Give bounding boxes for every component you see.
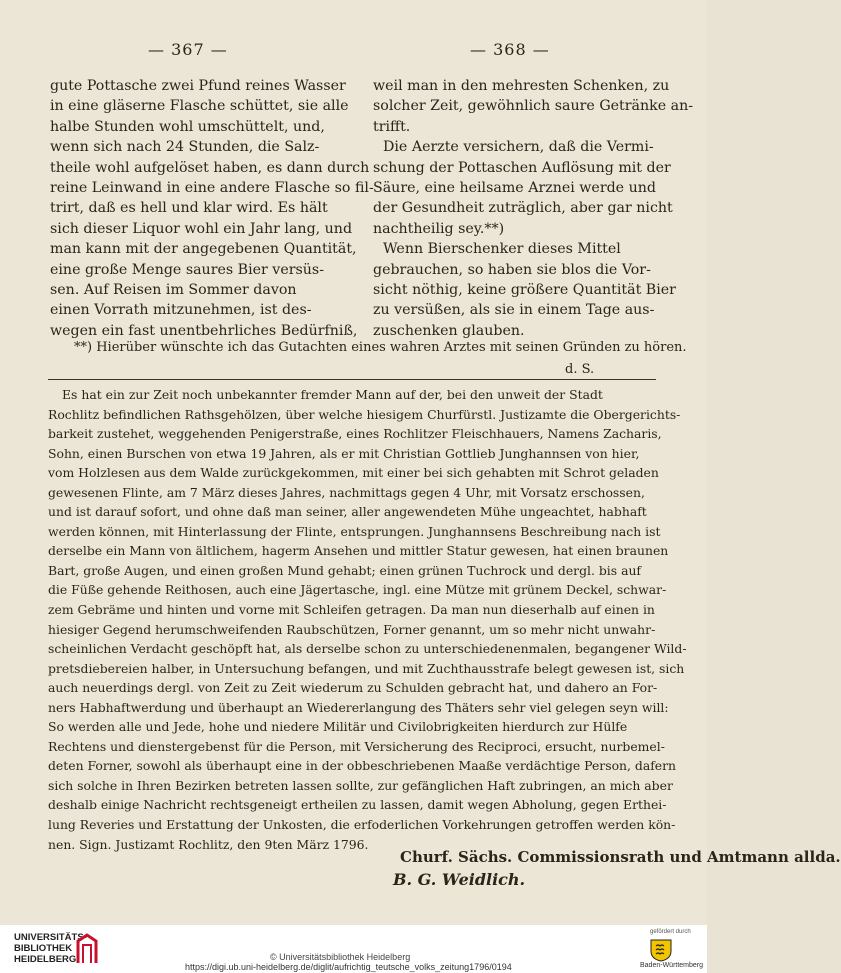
notice-line: die Füße gehende Reithosen, auch eine Jägertasche, ingl. eine Mütze mit grünem Deckel, schwar- xyxy=(48,582,667,598)
funder-name: Baden-Württemberg xyxy=(640,962,704,969)
notice-line: barkeit zustehet, weggehenden Penigerstraße, eines Rochlitzer Fleischhauers, Namens Zacharis, xyxy=(48,426,662,442)
notice-line: nen. Sign. Justizamt Rochlitz, den 9ten März 1796. xyxy=(48,836,369,852)
public-notice xyxy=(48,385,687,854)
notice-line: hiesiger Gegend herumschweifenden Raubschützen, Forner genannt, um so mehr nicht unwahr- xyxy=(48,621,656,637)
left-column xyxy=(50,76,374,341)
text-line: der Gesundheit zuträglich, aber gar nicht xyxy=(373,200,673,217)
text-line: einen Vorrath mitzunehmen, ist des- xyxy=(50,302,312,319)
text-line: in eine gläserne Flasche schüttet, sie alle xyxy=(50,98,349,115)
coat-of-arms-icon xyxy=(648,938,674,962)
notice-line: scheinlichen Verdacht geschöpft hat, als derselbe schon zu unterschiedenenmalen, begangener Wild- xyxy=(48,641,687,657)
notice-line: pretsdiebereien halber, in Untersuchung befangen, und mit Zuchthausstrafe belegt gewesen ist, sich xyxy=(48,660,685,676)
notice-line: Rechtens und dienstergebenst für die Person, mit Versicherung des Reciproci, ersucht, nurbemel- xyxy=(48,738,665,754)
text-line: eine große Menge saures Bier versüs- xyxy=(50,261,324,278)
funded-by-label: gefördert durch xyxy=(650,929,691,935)
text-line: trirt, daß es hell und klar wird. Es hält xyxy=(50,200,328,217)
right-column xyxy=(373,76,703,341)
source-url[interactable]: https://digi.ub.uni-heidelberg.de/diglit/aufrichtig_teutsche_volks_zeitung1796/0194 xyxy=(185,962,512,972)
notice-line: Bart, große Augen, und einen großen Mund gehabt; einen grünen Tuchrock und dergl. bis auf xyxy=(48,562,642,578)
notice-line: lung Reveries und Erstattung der Unkosten, die erfoderlichen Vorkehrungen getroffen werden kön- xyxy=(48,817,676,833)
text-line: solcher Zeit, gewöhnlich saure Getränke an- xyxy=(373,98,694,115)
notice-line: und ist darauf sofort, und ohne daß man seiner, aller angewendeten Mühe ungeachtet, habhaft xyxy=(48,504,647,520)
notice-line: werden können, mit Hinterlassung der Flinte, entsprungen. Junghannsens Beschreibung nach ist xyxy=(48,523,661,539)
text-line: theile wohl aufgelöset haben, es dann durch xyxy=(50,159,370,176)
notice-line: Rochlitz befindlichen Rathsgehölzen, über welche hiesigem Churfürstl. Justizamte die Obergerichts- xyxy=(48,406,681,422)
text-line: halbe Stunden wohl umschüttelt, und, xyxy=(50,118,325,135)
notice-line: Sohn, einen Burschen von etwa 19 Jahren, als er mit Christian Gottlieb Junghannsen von hier, xyxy=(48,445,640,461)
text-line: Wenn Bierschenker dieses Mittel xyxy=(383,241,621,258)
notice-line: derselbe ein Mann von ältlichem, hagerm Ansehen und mittler Statur gewesen, hat einen braunen xyxy=(48,543,669,559)
divider xyxy=(48,379,656,380)
footnote-signature: d. S. xyxy=(565,362,595,377)
notice-line: ners Habhaftwerdung und überhaupt an Wiedererlangung des Thäters sehr viel gelegen seyn will: xyxy=(48,699,669,715)
text-line: weil man in den mehresten Schenken, zu xyxy=(373,78,670,94)
text-line: gute Pottasche zwei Pfund reines Wasser xyxy=(50,78,346,94)
text-line: man kann mit der angegebenen Quantität, xyxy=(50,241,357,258)
text-line: nachtheilig sey.**) xyxy=(373,220,505,237)
text-line: sen. Auf Reisen im Sommer davon xyxy=(50,281,297,298)
right-page-number: — 368 — xyxy=(470,40,550,59)
text-line: sicht nöthig, keine größere Quantität Bier xyxy=(373,281,676,298)
text-line: sich dieser Liquor wohl ein Jahr lang, und xyxy=(50,220,353,237)
notice-line: auch neuerdings dergl. von Zeit zu Zeit wiederum zu Schulden gebracht hat, und dahero an For- xyxy=(48,680,658,696)
notice-line: Es hat ein zur Zeit noch unbekannter fremder Mann auf der, bei den unweit der Stadt xyxy=(62,387,603,402)
library-name: UNIVERSITÄTS- BIBLIOTHEK HEIDELBERG xyxy=(14,932,87,965)
notice-line: deshalb einige Nachricht rechtsgeneigt ertheilen zu lassen, damit wegen Abholung, gegen Erthei- xyxy=(48,797,667,813)
library-logo-icon xyxy=(76,933,98,965)
text-line: zuschenken glauben. xyxy=(373,322,525,339)
left-page-number: — 367 — xyxy=(148,40,228,59)
official-title: Churf. Sächs. Commissionsrath und Amtmann allda. xyxy=(400,848,841,866)
copyright-notice: © Universitätsbibliothek Heidelberg xyxy=(270,952,411,962)
text-line: schung der Pottaschen Auflösung mit der xyxy=(373,159,671,176)
text-line: zu versüßen, als sie in einem Tage aus- xyxy=(373,302,655,319)
text-line: wenn sich nach 24 Stunden, die Salz- xyxy=(50,139,320,156)
text-line: Säure, eine heilsame Arznei werde und xyxy=(373,179,656,196)
notice-line: So werden alle und Jede, hohe und niedere Militär und Civilobrigkeiten hierdurch zur Hülfe xyxy=(48,719,628,735)
text-line: trifft. xyxy=(373,118,411,135)
text-line: reine Leinwand in eine andere Flasche so fil- xyxy=(50,179,374,196)
text-line: gebrauchen, so haben sie blos die Vor- xyxy=(373,261,651,278)
footer-bar xyxy=(0,925,707,973)
footnote: **) Hierüber wünschte ich das Gutachten eines wahren Arztes mit seinen Gründen zu hören. xyxy=(74,340,687,355)
notice-line: gewesenen Flinte, am 7 März dieses Jahres, nachmittags gegen 4 Uhr, mit Vorsatz erschossen, xyxy=(48,484,645,500)
official-name: B. G. Weidlich. xyxy=(393,870,526,889)
notice-line: sich solche in Ihren Bezirken betreten lassen sollte, zur gefänglichen Haft zubringen, an mich aber xyxy=(48,777,673,793)
text-line: Die Aerzte versichern, daß die Vermi- xyxy=(383,139,654,156)
text-line: wegen ein fast unentbehrliches Bedürfniß, xyxy=(50,322,358,339)
notice-line: deten Forner, sowohl als überhaupt eine in der obbeschriebenen Maaße verdächtige Person, dafern xyxy=(48,758,677,774)
notice-line: zem Gebräme und hinten und vorne mit Schleifen getragen. Da man nun dieserhalb auf einen in xyxy=(48,602,655,618)
notice-line: vom Holzlesen aus dem Walde zurückgekommen, mit einer bei sich gehabten mit Schrot geladen xyxy=(48,465,659,481)
